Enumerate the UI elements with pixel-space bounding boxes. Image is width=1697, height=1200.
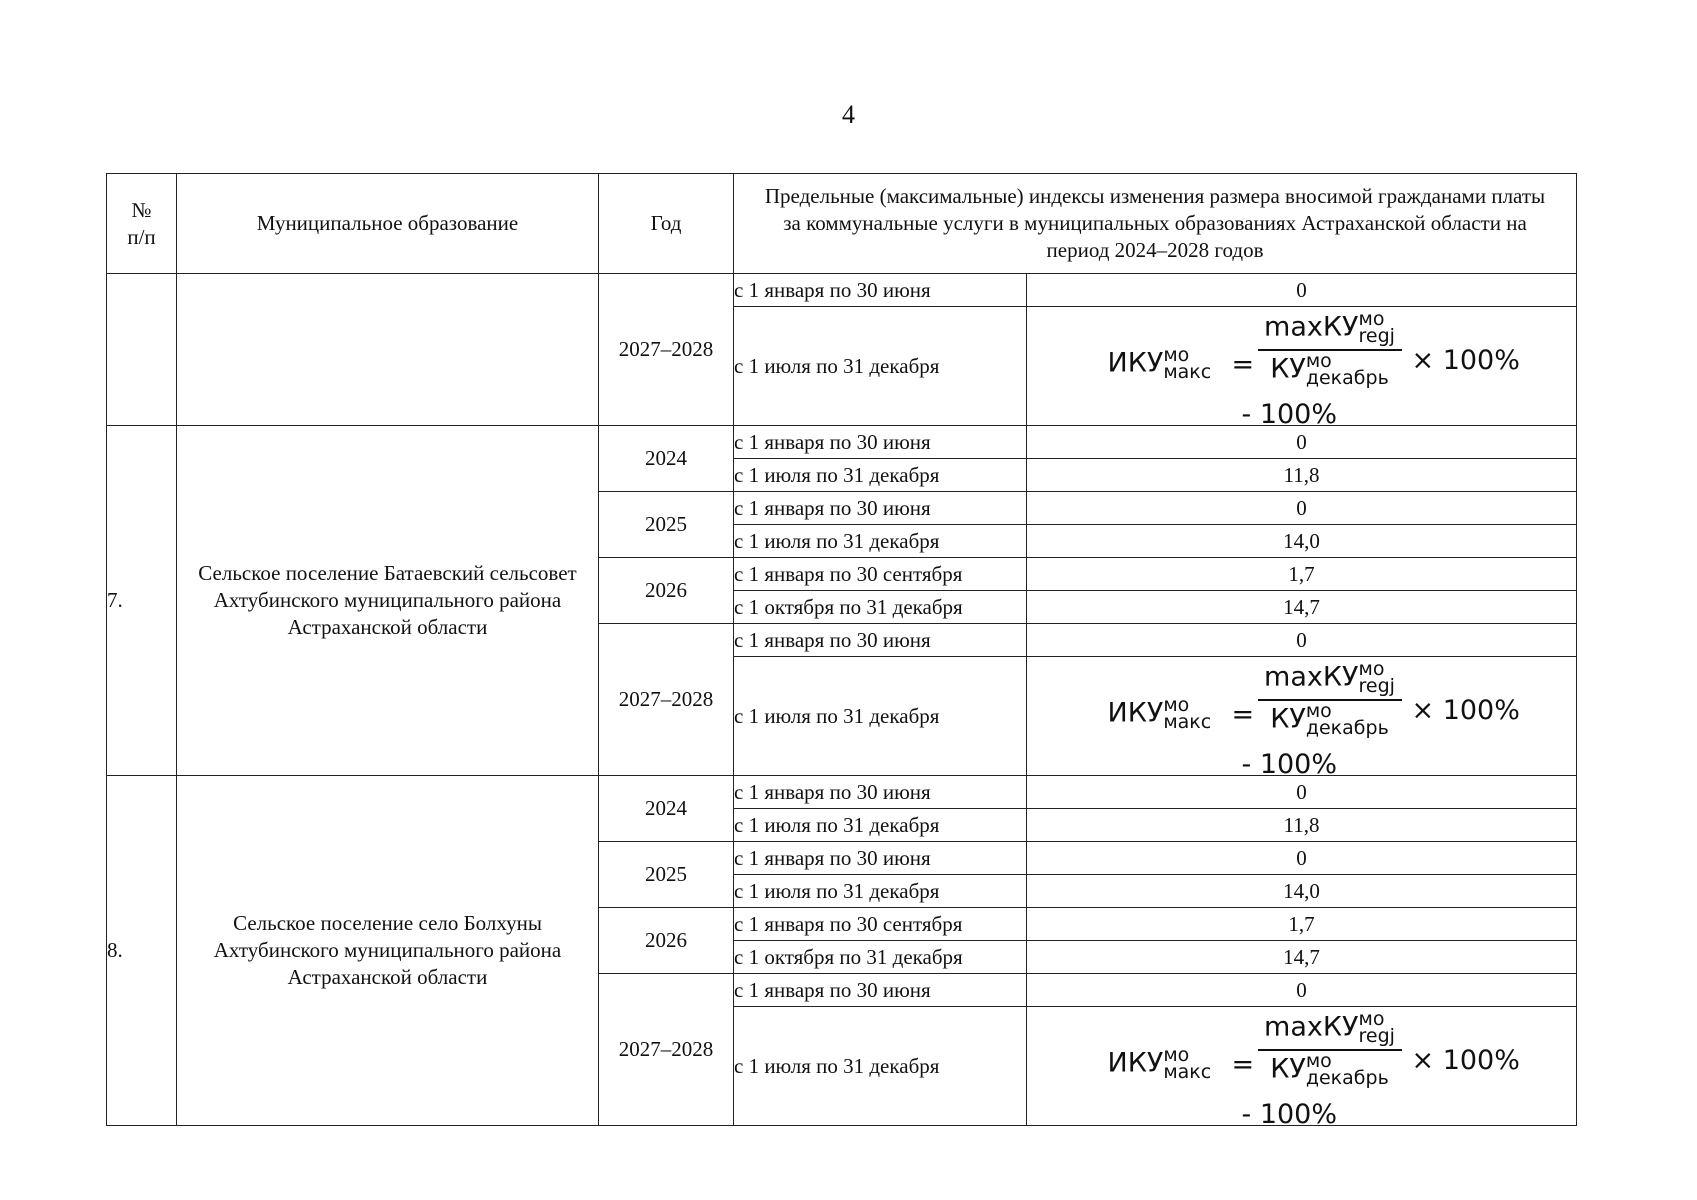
year-cell: 2024 (599, 776, 734, 842)
formula-lhs: ИКУ мо макс (1107, 344, 1212, 384)
period-cell: с 1 января по 30 июня (734, 426, 1027, 459)
period-cell: с 1 июля по 31 декабря (734, 809, 1027, 842)
period-cell: с 1 июля по 31 декабря (734, 657, 1027, 776)
value-cell: 0 (1027, 974, 1577, 1007)
formula-fraction: maxКУ мо regj КУ мо декабрь (1258, 661, 1402, 737)
formula-fraction: maxКУ мо regj КУ мо декабрь (1258, 311, 1402, 387)
value-cell: 11,8 (1027, 809, 1577, 842)
period-cell: с 1 июля по 31 декабря (734, 875, 1027, 908)
formula-cell (1027, 1007, 1577, 1130)
period-cell: с 1 октября по 31 декабря (734, 941, 1027, 974)
value-cell: 0 (1027, 842, 1577, 875)
year-cell: 2024 (599, 426, 734, 492)
value-cell: 0 (1027, 492, 1577, 525)
period-cell: с 1 января по 30 июня (734, 776, 1027, 809)
row-num: 7. (107, 426, 177, 776)
municipality-name: Сельское поселение Батаевский сельсовет Ахтубинского муниципального района Астраханской области (177, 426, 599, 776)
formula-times: × 100% (1411, 345, 1520, 376)
period-cell: с 1 июля по 31 декабря (734, 1007, 1027, 1126)
year-cell: 2027–2028 (599, 974, 734, 1126)
value-cell: 0 (1027, 624, 1577, 657)
formula (1052, 308, 1552, 430)
table-header-row (107, 174, 1577, 274)
header-municipality: Муниципальное образование (177, 174, 599, 274)
formula-times: × 100% (1411, 1045, 1520, 1076)
value-cell: 11,8 (1027, 459, 1577, 492)
formula-equals: = (1231, 1049, 1255, 1080)
header-num: № п/п (107, 174, 177, 274)
formula-minus: - 100% (1241, 1099, 1338, 1130)
header-year: Год (599, 174, 734, 274)
period-cell: с 1 января по 30 июня (734, 492, 1027, 525)
formula-fraction: maxКУ мо regj КУ мо декабрь (1258, 1011, 1402, 1087)
period-cell: с 1 января по 30 сентября (734, 558, 1027, 591)
value-cell: 0 (1027, 274, 1577, 307)
municipality-name: Сельское поселение село Болхуны Ахтубинского муниципального района Астраханской области (177, 776, 599, 1126)
value-cell: 0 (1027, 776, 1577, 809)
year-cell: 2026 (599, 908, 734, 974)
formula-minus: - 100% (1241, 749, 1338, 780)
table-row (107, 274, 1577, 307)
year-cell: 2027–2028 (599, 274, 734, 426)
value-cell: 14,7 (1027, 941, 1577, 974)
formula (1052, 1008, 1552, 1130)
period-cell: с 1 июля по 31 декабря (734, 307, 1027, 426)
period-cell: с 1 июля по 31 декабря (734, 459, 1027, 492)
page-number: 4 (842, 100, 855, 129)
period-cell: с 1 января по 30 сентября (734, 908, 1027, 941)
period-cell: с 1 января по 30 июня (734, 274, 1027, 307)
formula-cell (1027, 307, 1577, 430)
formula-cell (1027, 657, 1577, 780)
row-num-continued (107, 274, 177, 426)
table-row (107, 426, 1577, 459)
value-cell: 14,0 (1027, 875, 1577, 908)
year-cell: 2025 (599, 842, 734, 908)
value-cell: 14,7 (1027, 591, 1577, 624)
formula-lhs: ИКУ мо макс (1107, 1044, 1212, 1084)
period-cell: с 1 января по 30 июня (734, 624, 1027, 657)
header-indices: Предельные (максимальные) индексы изменения размера вносимой гражданами платы за коммунальные услуги в муниципальных образованиях Астраханской области на период 2024–2028 годов (734, 174, 1577, 274)
formula-minus: - 100% (1241, 399, 1338, 430)
value-cell: 1,7 (1027, 908, 1577, 941)
year-cell: 2026 (599, 558, 734, 624)
formula-equals: = (1231, 699, 1255, 730)
period-cell: с 1 января по 30 июня (734, 842, 1027, 875)
value-cell: 14,0 (1027, 525, 1577, 558)
municipality-continued (177, 274, 599, 426)
period-cell: с 1 июля по 31 декабря (734, 525, 1027, 558)
formula (1052, 658, 1552, 780)
row-num: 8. (107, 776, 177, 1126)
period-cell: с 1 января по 30 июня (734, 974, 1027, 1007)
value-cell: 1,7 (1027, 558, 1577, 591)
formula-lhs: ИКУ мо макс (1107, 694, 1212, 734)
year-cell: 2027–2028 (599, 624, 734, 776)
year-cell: 2025 (599, 492, 734, 558)
formula-times: × 100% (1411, 695, 1520, 726)
formula-equals: = (1231, 349, 1255, 380)
period-cell: с 1 октября по 31 декабря (734, 591, 1027, 624)
table-row (107, 776, 1577, 809)
value-cell: 0 (1027, 426, 1577, 459)
indices-table (106, 173, 1577, 1130)
